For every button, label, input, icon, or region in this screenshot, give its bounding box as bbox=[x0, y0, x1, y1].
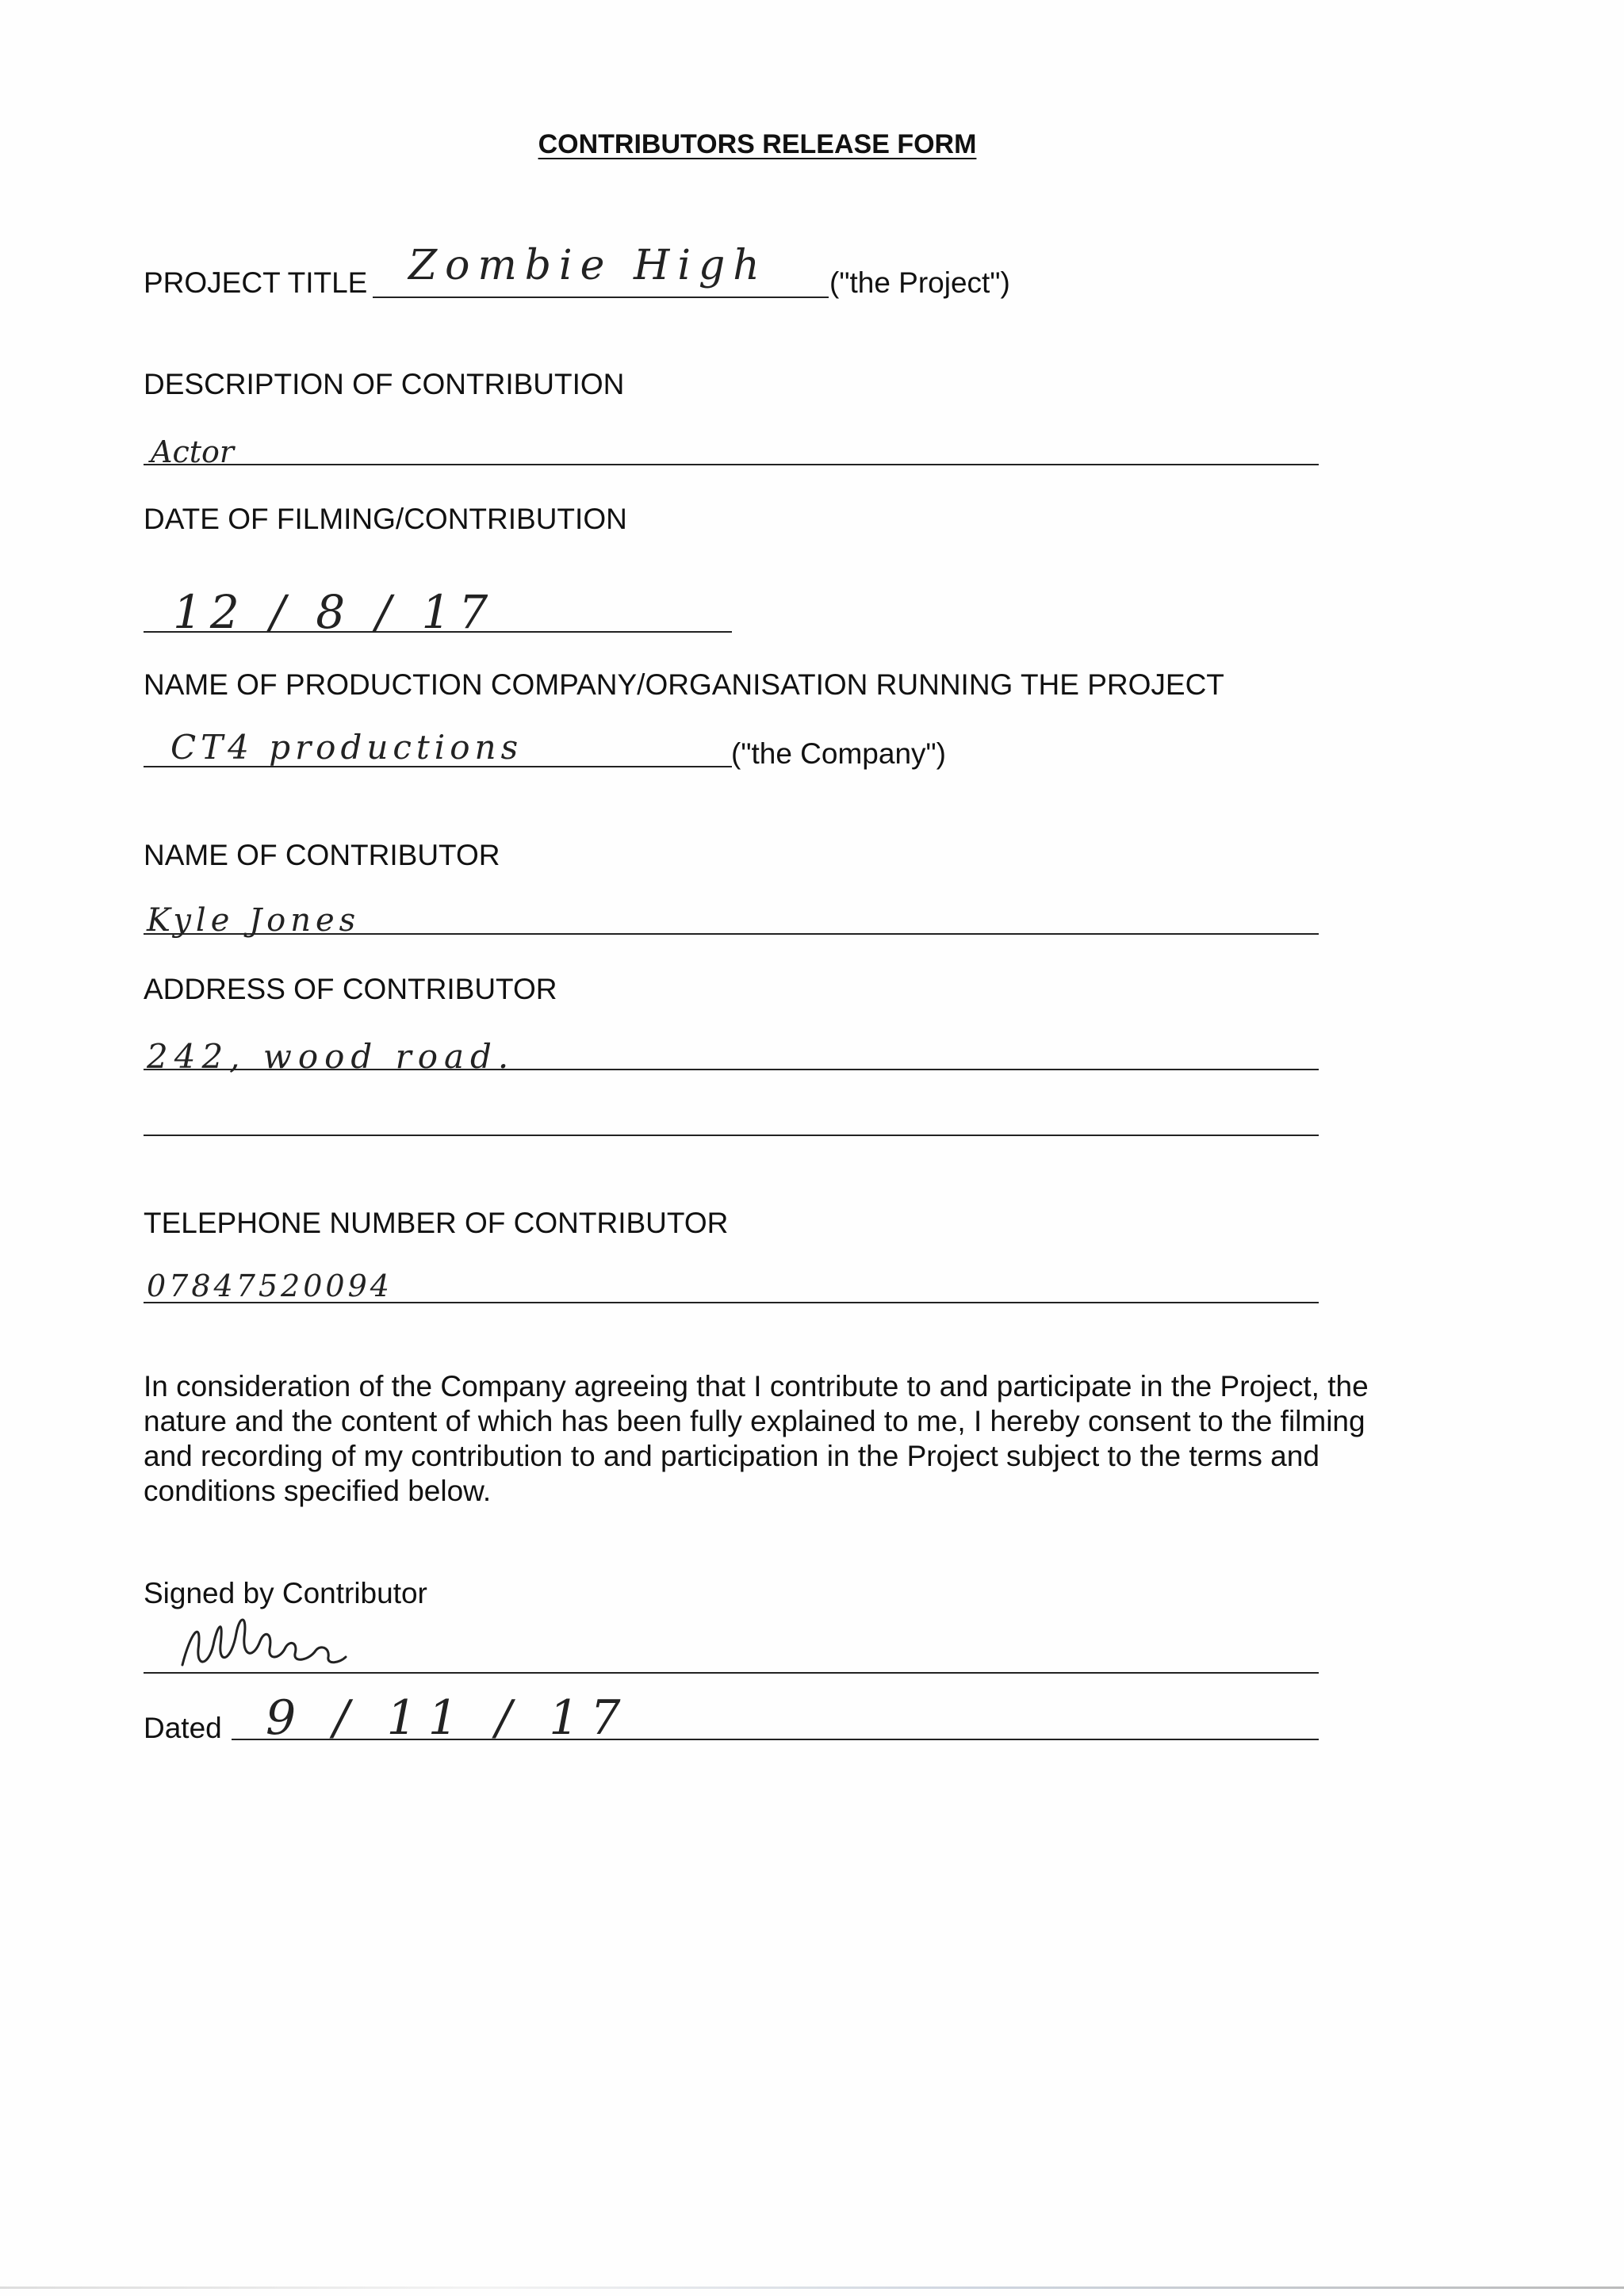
company-label: NAME OF PRODUCTION COMPANY/ORGANISATION RUNNING THE PROJECT bbox=[144, 668, 1224, 701]
signed-label: Signed by Contributor bbox=[144, 1577, 427, 1609]
consent-paragraph: In consideration of the Company agreeing that I contribute to and participate in the Project, the nature and the content of which has been fully explained to me, I hereby consent to the filming and recording of my contribution to and participation in the Project subject to the terms and conditions specified below. bbox=[144, 1370, 1369, 1507]
address-line-2 bbox=[144, 1135, 1319, 1136]
project-title-value[interactable]: Zombie High bbox=[408, 242, 768, 289]
description-label: DESCRIPTION OF CONTRIBUTION bbox=[144, 368, 625, 400]
form-title: CONTRIBUTORS RELEASE FORM bbox=[538, 129, 977, 159]
description-value[interactable]: Actor bbox=[151, 434, 235, 469]
company-suffix: ("the Company") bbox=[731, 737, 946, 770]
dated-label: Dated bbox=[144, 1712, 222, 1744]
project-title-label: PROJECT TITLE bbox=[144, 266, 368, 299]
contributor-label: NAME OF CONTRIBUTOR bbox=[144, 839, 500, 871]
company-value[interactable]: CT4 productions bbox=[170, 728, 523, 767]
address-label: ADDRESS OF CONTRIBUTOR bbox=[144, 973, 557, 1005]
contributor-value[interactable]: Kyle Jones bbox=[147, 902, 361, 939]
telephone-value[interactable]: 07847520094 bbox=[147, 1269, 393, 1303]
contributor-signature bbox=[174, 1601, 365, 1681]
description-line bbox=[144, 464, 1319, 465]
telephone-label: TELEPHONE NUMBER OF CONTRIBUTOR bbox=[144, 1207, 729, 1239]
date-value[interactable]: 12 / 8 / 17 bbox=[173, 585, 496, 639]
date-label: DATE OF FILMING/CONTRIBUTION bbox=[144, 503, 627, 535]
project-suffix: ("the Project") bbox=[829, 266, 1010, 299]
address-value[interactable]: 242, wood road. bbox=[147, 1037, 515, 1076]
dated-value[interactable]: 9 / 11 / 17 bbox=[266, 1690, 632, 1746]
project-title-line bbox=[373, 297, 829, 298]
scan-edge bbox=[0, 2286, 1624, 2289]
